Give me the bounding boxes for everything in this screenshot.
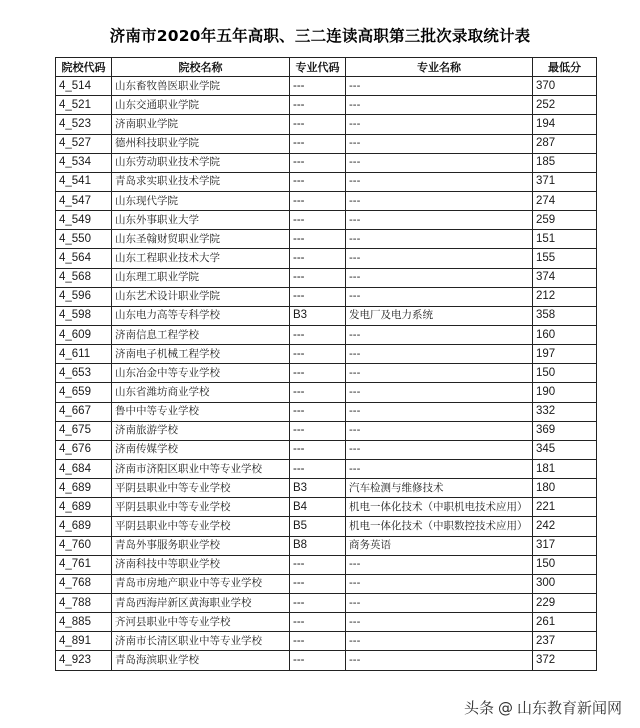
min-score-cell: 212: [533, 287, 597, 306]
table-row: [56, 230, 597, 249]
min-score-cell: 221: [533, 498, 597, 517]
major-code-cell: ---: [290, 440, 346, 459]
header-major-name: 专业名称: [346, 58, 533, 77]
table-row: [56, 479, 597, 498]
major-name-cell: ---: [346, 613, 533, 632]
school-name-cell: 齐河县职业中等专业学校: [112, 613, 290, 632]
major-code-cell: ---: [290, 613, 346, 632]
min-score-cell: 155: [533, 249, 597, 268]
major-code-cell: ---: [290, 287, 346, 306]
major-code-cell: ---: [290, 555, 346, 574]
table-header-row: [56, 58, 597, 77]
table-row: [56, 115, 597, 134]
watermark-account: 山东教育新闻网: [516, 699, 622, 717]
major-code-cell: ---: [290, 268, 346, 287]
admission-score-table: [55, 57, 597, 671]
min-score-cell: 317: [533, 536, 597, 555]
table-row: [56, 211, 597, 230]
min-score-cell: 332: [533, 402, 597, 421]
table-row: [56, 536, 597, 555]
major-code-cell: B3: [290, 479, 346, 498]
school-code-cell: 4_611: [56, 345, 112, 364]
major-name-cell: ---: [346, 249, 533, 268]
major-code-cell: ---: [290, 153, 346, 172]
table-row: [56, 153, 597, 172]
table-row: [56, 134, 597, 153]
table-row: [56, 383, 597, 402]
table-row: [56, 249, 597, 268]
min-score-cell: 180: [533, 479, 597, 498]
major-name-cell: ---: [346, 402, 533, 421]
major-name-cell: 商务英语: [346, 536, 533, 555]
table-row: [56, 77, 597, 96]
major-code-cell: ---: [290, 593, 346, 612]
major-code-cell: ---: [290, 211, 346, 230]
header-school-name: 院校名称: [112, 58, 290, 77]
min-score-cell: 259: [533, 211, 597, 230]
school-code-cell: 4_549: [56, 211, 112, 230]
school-code-cell: 4_564: [56, 249, 112, 268]
header-major-code: 专业代码: [290, 58, 346, 77]
major-code-cell: B4: [290, 498, 346, 517]
min-score-cell: 252: [533, 96, 597, 115]
table-row: [56, 345, 597, 364]
school-code-cell: 4_596: [56, 287, 112, 306]
major-code-cell: ---: [290, 383, 346, 402]
major-name-cell: ---: [346, 191, 533, 210]
school-code-cell: 4_534: [56, 153, 112, 172]
school-name-cell: 青岛外事服务职业学校: [112, 536, 290, 555]
major-code-cell: B8: [290, 536, 346, 555]
header-school-code: 院校代码: [56, 58, 112, 77]
min-score-cell: 358: [533, 306, 597, 325]
school-name-cell: 山东理工职业学院: [112, 268, 290, 287]
school-name-cell: 青岛西海岸新区黄海职业学校: [112, 593, 290, 612]
min-score-cell: 194: [533, 115, 597, 134]
major-code-cell: B5: [290, 517, 346, 536]
min-score-cell: 242: [533, 517, 597, 536]
school-name-cell: 山东电力高等专科学校: [112, 306, 290, 325]
header-min-score: 最低分: [533, 58, 597, 77]
school-name-cell: 山东省潍坊商业学校: [112, 383, 290, 402]
table-row: [56, 287, 597, 306]
major-code-cell: ---: [290, 325, 346, 344]
school-code-cell: 4_527: [56, 134, 112, 153]
major-code-cell: ---: [290, 249, 346, 268]
school-name-cell: 德州科技职业学院: [112, 134, 290, 153]
school-code-cell: 4_514: [56, 77, 112, 96]
school-name-cell: 济南信息工程学校: [112, 325, 290, 344]
school-code-cell: 4_923: [56, 651, 112, 670]
major-name-cell: ---: [346, 134, 533, 153]
table-row: [56, 613, 597, 632]
major-code-cell: ---: [290, 96, 346, 115]
min-score-cell: 261: [533, 613, 597, 632]
min-score-cell: 229: [533, 593, 597, 612]
min-score-cell: 372: [533, 651, 597, 670]
school-name-cell: 济南科技中等职业学校: [112, 555, 290, 574]
major-name-cell: ---: [346, 574, 533, 593]
school-name-cell: 山东劳动职业技术学院: [112, 153, 290, 172]
major-code-cell: ---: [290, 115, 346, 134]
school-code-cell: 4_541: [56, 172, 112, 191]
min-score-cell: 185: [533, 153, 597, 172]
school-code-cell: 4_547: [56, 191, 112, 210]
major-name-cell: ---: [346, 230, 533, 249]
school-code-cell: 4_768: [56, 574, 112, 593]
watermark-prefix: 头条: [463, 699, 494, 717]
min-score-cell: 300: [533, 574, 597, 593]
school-code-cell: 4_885: [56, 613, 112, 632]
major-name-cell: ---: [346, 96, 533, 115]
school-code-cell: 4_609: [56, 325, 112, 344]
table-row: [56, 574, 597, 593]
school-code-cell: 4_667: [56, 402, 112, 421]
school-name-cell: 济南传媒学校: [112, 440, 290, 459]
table-row: [56, 632, 597, 651]
school-name-cell: 济南职业学院: [112, 115, 290, 134]
table-row: [56, 498, 597, 517]
school-name-cell: 鲁中中等专业学校: [112, 402, 290, 421]
school-code-cell: 4_891: [56, 632, 112, 651]
watermark-at: @: [497, 698, 513, 717]
school-name-cell: 青岛市房地产职业中等专业学校: [112, 574, 290, 593]
table-row: [56, 421, 597, 440]
major-code-cell: ---: [290, 402, 346, 421]
school-name-cell: 山东现代学院: [112, 191, 290, 210]
school-code-cell: 4_653: [56, 364, 112, 383]
min-score-cell: 181: [533, 459, 597, 478]
min-score-cell: 369: [533, 421, 597, 440]
min-score-cell: 374: [533, 268, 597, 287]
school-code-cell: 4_761: [56, 555, 112, 574]
table-row: [56, 517, 597, 536]
min-score-cell: 370: [533, 77, 597, 96]
source-watermark: [464, 697, 622, 718]
school-name-cell: 平阴县职业中等专业学校: [112, 517, 290, 536]
major-code-cell: ---: [290, 345, 346, 364]
major-name-cell: ---: [346, 268, 533, 287]
major-code-cell: ---: [290, 172, 346, 191]
table-body: [56, 77, 597, 670]
school-code-cell: 4_550: [56, 230, 112, 249]
min-score-cell: 190: [533, 383, 597, 402]
school-code-cell: 4_521: [56, 96, 112, 115]
school-code-cell: 4_689: [56, 517, 112, 536]
major-name-cell: ---: [346, 211, 533, 230]
school-code-cell: 4_598: [56, 306, 112, 325]
min-score-cell: 197: [533, 345, 597, 364]
major-code-cell: B3: [290, 306, 346, 325]
school-name-cell: 青岛海滨职业学校: [112, 651, 290, 670]
major-code-cell: ---: [290, 574, 346, 593]
major-code-cell: ---: [290, 651, 346, 670]
major-name-cell: ---: [346, 345, 533, 364]
school-code-cell: 4_760: [56, 536, 112, 555]
school-name-cell: 济南旅游学校: [112, 421, 290, 440]
school-code-cell: 4_689: [56, 479, 112, 498]
document-title: 济南市2020年五年高职、三二连读高职第三批次录取统计表: [109, 27, 531, 45]
major-code-cell: ---: [290, 421, 346, 440]
min-score-cell: 371: [533, 172, 597, 191]
table-row: [56, 459, 597, 478]
major-name-cell: ---: [346, 77, 533, 96]
major-name-cell: 汽车检测与维修技术: [346, 479, 533, 498]
major-name-cell: ---: [346, 593, 533, 612]
school-name-cell: 山东外事职业大学: [112, 211, 290, 230]
major-name-cell: ---: [346, 172, 533, 191]
min-score-cell: 160: [533, 325, 597, 344]
major-name-cell: 机电一体化技术（中职机电技术应用）: [346, 498, 533, 517]
major-name-cell: ---: [346, 651, 533, 670]
major-name-cell: 发电厂及电力系统: [346, 306, 533, 325]
major-name-cell: 机电一体化技术（中职数控技术应用）: [346, 517, 533, 536]
school-name-cell: 山东畜牧兽医职业学院: [112, 77, 290, 96]
school-code-cell: 4_523: [56, 115, 112, 134]
major-name-cell: ---: [346, 287, 533, 306]
school-name-cell: 平阴县职业中等专业学校: [112, 498, 290, 517]
table-row: [56, 555, 597, 574]
major-name-cell: ---: [346, 153, 533, 172]
school-name-cell: 青岛求实职业技术学院: [112, 172, 290, 191]
school-code-cell: 4_788: [56, 593, 112, 612]
major-code-cell: ---: [290, 364, 346, 383]
school-name-cell: 济南市长清区职业中等专业学校: [112, 632, 290, 651]
table-row: [56, 306, 597, 325]
school-name-cell: 平阴县职业中等专业学校: [112, 479, 290, 498]
min-score-cell: 287: [533, 134, 597, 153]
major-name-cell: ---: [346, 325, 533, 344]
school-name-cell: 济南电子机械工程学校: [112, 345, 290, 364]
table-row: [56, 402, 597, 421]
table-row: [56, 191, 597, 210]
major-code-cell: ---: [290, 134, 346, 153]
major-name-cell: ---: [346, 115, 533, 134]
major-name-cell: ---: [346, 632, 533, 651]
major-code-cell: ---: [290, 230, 346, 249]
table-row: [56, 268, 597, 287]
school-name-cell: 济南市济阳区职业中等专业学校: [112, 459, 290, 478]
school-name-cell: 山东工程职业技术大学: [112, 249, 290, 268]
school-code-cell: 4_684: [56, 459, 112, 478]
major-name-cell: ---: [346, 459, 533, 478]
major-name-cell: ---: [346, 555, 533, 574]
min-score-cell: 150: [533, 555, 597, 574]
table-row: [56, 172, 597, 191]
school-name-cell: 山东艺术设计职业学院: [112, 287, 290, 306]
school-name-cell: 山东冶金中等专业学校: [112, 364, 290, 383]
table-row: [56, 440, 597, 459]
min-score-cell: 151: [533, 230, 597, 249]
table-row: [56, 364, 597, 383]
school-name-cell: 山东交通职业学院: [112, 96, 290, 115]
major-name-cell: ---: [346, 440, 533, 459]
major-name-cell: ---: [346, 364, 533, 383]
min-score-cell: 237: [533, 632, 597, 651]
school-code-cell: 4_689: [56, 498, 112, 517]
min-score-cell: 150: [533, 364, 597, 383]
major-name-cell: ---: [346, 383, 533, 402]
table-row: [56, 651, 597, 670]
major-code-cell: ---: [290, 632, 346, 651]
min-score-cell: 274: [533, 191, 597, 210]
table-row: [56, 593, 597, 612]
major-name-cell: ---: [346, 421, 533, 440]
major-code-cell: ---: [290, 459, 346, 478]
school-code-cell: 4_659: [56, 383, 112, 402]
major-code-cell: ---: [290, 77, 346, 96]
table-row: [56, 325, 597, 344]
min-score-cell: 345: [533, 440, 597, 459]
school-code-cell: 4_568: [56, 268, 112, 287]
major-code-cell: ---: [290, 191, 346, 210]
table-row: [56, 96, 597, 115]
school-code-cell: 4_676: [56, 440, 112, 459]
school-code-cell: 4_675: [56, 421, 112, 440]
school-name-cell: 山东圣翰财贸职业学院: [112, 230, 290, 249]
